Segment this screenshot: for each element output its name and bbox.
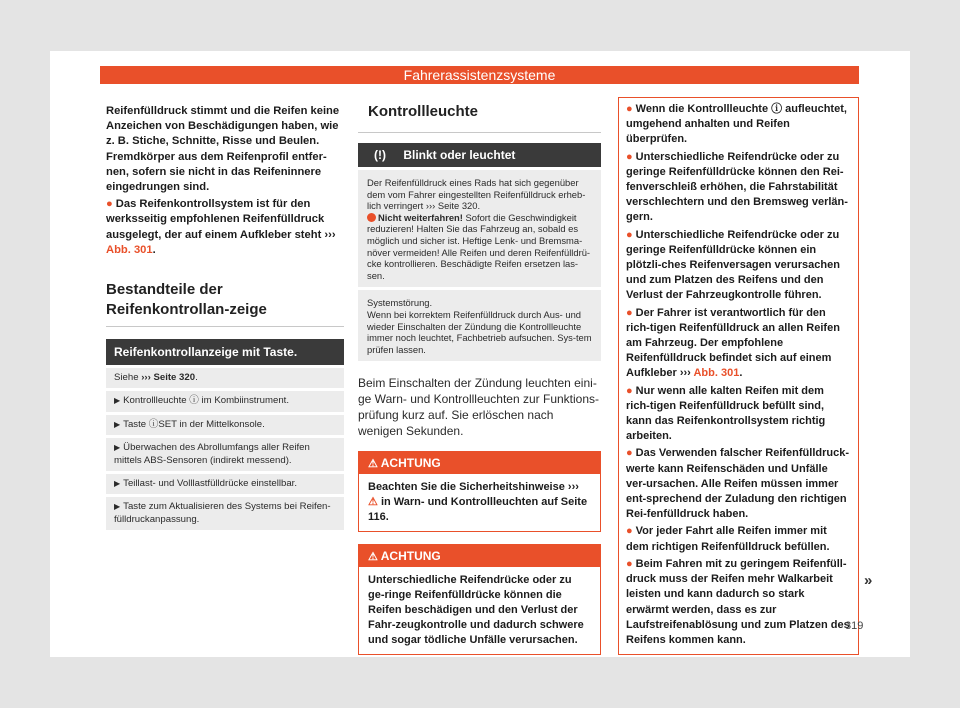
list-item <box>626 102 850 148</box>
warning-body: Unterschiedliche Reifendrücke oder zu ge-ringe Reifenfülldrücke können die Reifen beschädigen und den Verlust der Fahr-zeugkontrolle und dadurch schwere und sogar tödliche Unfälle verursachen. <box>368 574 584 647</box>
item-text: Unterschiedliche Reifendrücke oder zu geringe Reifenfülldrücke können ein plötzli-ches Reifenversagen verursachen und zum Platzen des Reifens und den Verlust der Fahrzeugkontrolle führen. <box>626 228 840 302</box>
warning-triangle-icon: ⚠ <box>368 551 378 564</box>
table-cell <box>358 170 601 287</box>
bullet-icon: ● <box>626 103 633 115</box>
row-text: Siehe <box>114 372 142 384</box>
item-text: Nur wenn alle kalten Reifen mit dem rich-tigen Reifenfülldruck befüllt sind, kann das Reifenkontrollsystem richtig arbeiten. <box>626 384 826 443</box>
bullet-icon: ● <box>626 447 633 460</box>
row-text: Überwachen des Abrollumfangs aller Reifen mittels ABS-Sensoren (indirekt messend). <box>114 442 310 466</box>
continue-arrow-icon: » <box>864 572 873 589</box>
middle-column <box>358 96 601 655</box>
section-heading: Bestandteile der Reifenkontrollan-zeige <box>106 280 344 327</box>
table-row <box>106 438 344 471</box>
bullet-icon: ● <box>106 198 113 211</box>
left-column <box>106 104 344 530</box>
body-paragraph: Beim Einschalten der Zündung leuchten eini-ge Warn- und Kontrollleuchten zur Funktions-prüfung kurz auf. Sie erlöschen nach wenigen Sekunden. <box>358 376 600 439</box>
row-text: Taste zum Aktualisieren des Systems bei Reifen-fülldruckanpassung. <box>114 501 331 525</box>
table-header <box>358 143 601 167</box>
table-cell <box>358 290 601 361</box>
triangle-icon: ▶ <box>114 443 121 453</box>
row-text: Kontrollleuchte ⓘ im Kombiinstrument. <box>123 395 289 407</box>
figure-link[interactable]: Abb. 301 <box>693 367 740 380</box>
warning-box <box>358 451 601 532</box>
list-item <box>626 557 850 648</box>
cell-text: Sofort die Geschwindigkeit reduzieren! Halten Sie das Fahrzeug an, sobald es möglich und sicher ist. Heftige Lenk- und Bremsma-növer vermeiden! Alle Reifen und deren Reifenfülldrü-cke kontrollieren. Beschädigte Reifen ersetzen las-sen. <box>367 211 591 281</box>
item-text: Das Verwenden falscher Reifenfülldruck-werte kann Reifenschäden und Unfälle ver-ursachen. Alle Reifen müssen immer ent-sprechend der Zuladung den richtigen Rei-fenfülldruck haben. <box>626 447 850 521</box>
bullet-icon: ● <box>626 150 633 163</box>
right-column <box>618 97 859 655</box>
warning-triangle-icon: ⚠ <box>368 458 378 471</box>
bullet-icon: ● <box>626 306 633 319</box>
cell-bold-text: Nicht weiterfahren! <box>378 211 463 223</box>
warning-header <box>359 545 600 567</box>
warning-title: ACHTUNG <box>380 456 441 471</box>
item-text: Beim Fahren mit zu geringem Reifenfüll-druck muss der Reifen mehr Walkarbeit leisten und kann dadurch so stark erwärmt werden, dass es zur Laufstreifenablösung und zum Platzen des Reifens kommen kann. <box>626 557 850 646</box>
list-item: ● Der Fahrer ist verantwortlich für den rich-tigen Reifenfülldruck an allen Reifen am Fahrzeug. Der empfohlene Reifenfülldruck befindet sich auf einem Aufkleber ››› Abb. 301. <box>626 306 840 380</box>
triangle-icon: ▶ <box>114 396 121 406</box>
table-header: Reifenkontrollanzeige mit Taste. <box>106 339 344 365</box>
table-row <box>106 497 344 530</box>
warning-light-icon <box>367 213 376 222</box>
list-item <box>626 446 850 522</box>
list-item <box>626 228 850 304</box>
table-header-title: Blinkt oder leuchtet <box>403 148 516 162</box>
cell-text: Wenn bei korrektem Reifenfülldruck durch Aus- und wieder Einschalten der Zündung die Kontrollleuchte immer noch leuchtet, Fachbetrieb aufsuchen. Sys-tem prüfen lassen. <box>367 308 592 355</box>
list-item <box>626 384 850 445</box>
ref-arrow: ››› <box>679 367 691 380</box>
ref-arrow: ››› <box>324 228 336 241</box>
bullet-icon: ● <box>626 228 633 241</box>
warning-body <box>359 474 600 531</box>
triangle-icon: ▶ <box>114 502 121 512</box>
row-text: Teillast- und Volllastfülldrücke einstellbar. <box>123 478 297 490</box>
intro-paragraph: Reifenfülldruck stimmt und die Reifen keine Anzeichen von Beschädigungen haben, wie z. B. Stiche, Schnitte, Risse und Beulen. Fremdkörper aus dem Reifenprofil entfer-nen, sofern sie nicht in das Reifeninnere eingedrungen sind. <box>106 105 340 194</box>
bullet-icon: ● <box>626 384 633 397</box>
table-row <box>106 474 344 494</box>
chapter-header: Fahrerassistenzsysteme <box>100 66 859 84</box>
triangle-icon: ▶ <box>114 419 121 429</box>
figure-link[interactable]: Abb. 301 <box>106 243 153 256</box>
item-text: Wenn die Kontrollleuchte ⓘ aufleuchtet, umgehend anhalten und Reifen überprüfen. <box>626 103 847 146</box>
list-item <box>626 524 850 554</box>
table-row <box>106 415 344 435</box>
page-ref-link[interactable]: ››› Seite 320 <box>141 372 196 384</box>
bullet-paragraph: ● Das Reifenkontrollsystem ist für den werksseitig empfohlenen Reifenfülldruck ausgelegt, der auf einem Aufkleber steht ››› Abb. 301. <box>106 198 336 256</box>
warning-continuation-box <box>618 97 859 655</box>
warning-title: ACHTUNG <box>380 549 441 564</box>
tire-pressure-icon: (!) <box>374 148 386 162</box>
warning-box <box>358 544 601 655</box>
section-heading: Kontrollleuchte <box>358 96 601 133</box>
bullet-text: Das Reifenkontrollsystem ist für den werksseitig empfohlenen Reifenfülldruck ausgelegt, der auf einem Aufkleber steht <box>106 198 325 241</box>
item-text: Vor jeder Fahrt alle Reifen immer mit dem richtigen Reifenfülldruck befüllen. <box>626 525 830 553</box>
table-row <box>106 368 344 388</box>
bullet-icon: ● <box>626 557 633 570</box>
cell-title: Systemstörung. <box>367 297 433 309</box>
warning-triangle-icon: ⚠ <box>368 496 378 509</box>
cell-text: Der Reifenfülldruck eines Rads hat sich gegenüber dem vom Fahrer eingestellten Reifenfülldruck erheb-lich verringert ››› Seite 320. <box>367 177 586 212</box>
item-text: Unterschiedliche Reifendrücke oder zu geringe Reifenfülldrücke können den Rei-fenverschleiß erhöhen, die Fahrstabilität verschlechtern und den Bremsweg verlän-gern. <box>626 150 848 224</box>
warning-text: in Warn- und Kontrollleuchten auf Seite 116. <box>368 496 588 524</box>
row-text: . <box>195 372 198 384</box>
table-row <box>106 391 344 411</box>
bullet-icon: ● <box>626 525 633 538</box>
warning-text: Beachten Sie die Sicherheitshinweise ››› <box>368 481 579 494</box>
triangle-icon: ▶ <box>114 479 121 489</box>
page-number: 319 <box>845 620 864 632</box>
list-item <box>626 150 850 226</box>
row-text: Taste ⓘSET in der Mittelkonsole. <box>123 418 265 430</box>
item-text: Der Fahrer ist verantwortlich für den rich-tigen Reifenfülldruck an allen Reifen am Fahrzeug. Der empfohlene Reifenfülldruck befindet sich auf einem Aufkleber <box>626 306 840 380</box>
warning-header <box>359 452 600 474</box>
